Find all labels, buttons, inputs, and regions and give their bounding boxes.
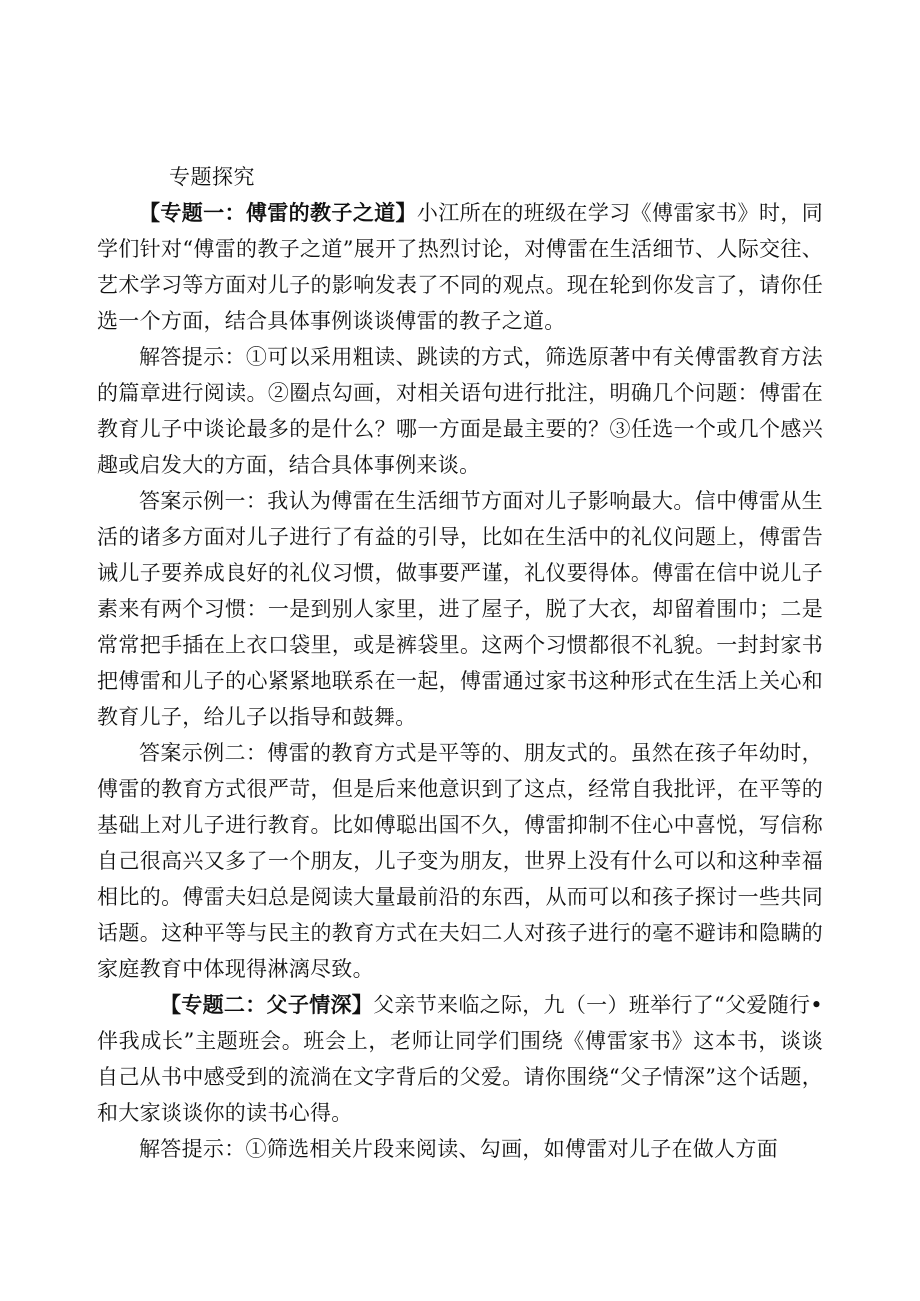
- topic1-paragraph: [97, 195, 823, 339]
- topic1-example-1: 答案示例一：我认为傅雷在生活细节方面对儿子影响最大。信中傅雷从生活的诸多方面对儿子进行了有益的引导，比如在生活中的礼仪问题上，傅雷告诫儿子要养成良好的礼仪习惯，做事要严谨，礼仪要得体。傅雷在信中说儿子素来有两个习惯：一是到别人家里，进了屋子，脱了大衣，却留着围巾；二是常常把手插在上衣口袋里，或是裤袋里。这两个习惯都很不礼貌。一封封家书把傅雷和儿子的心紧紧地联系在一起，傅雷通过家书这种形式在生活上关心和教育儿子，给儿子以指导和鼓舞。: [97, 489, 823, 729]
- section-heading: 专题探究: [169, 165, 255, 189]
- topic2-title: 【专题二：父子情深】: [160, 992, 374, 1017]
- topic2-paragraph: [97, 987, 823, 1131]
- topic2-hint: 解答提示：①筛选相关片段来阅读、勾画，如傅雷对儿子在做人方面: [139, 1137, 778, 1161]
- topic2-intro: 父亲节来临之际，九（一）班举行了“父爱随行•伴我成长”主题班会。班会上，老师让同学们围绕《傅雷家书》这本书，谈谈自己从书中感受到的流淌在文字背后的父爱。请你围绕“父子情深”这个话题，和大家谈谈你的读书心得。: [97, 993, 823, 1125]
- topic1-intro: 小江所在的班级在学习《傅雷家书》时，同学们针对“傅雷的教子之道”展开了热烈讨论，对傅雷在生活细节、人际交往、艺术学习等方面对儿子的影响发表了不同的观点。现在轮到你发言了，请你任选一个方面，结合具体事例谈谈傅雷的教子之道。: [97, 201, 823, 333]
- document-body: [97, 159, 823, 1167]
- topic1-title: 【专题一：傅雷的教子之道】: [139, 200, 417, 225]
- topic1-example-2: 答案示例二：傅雷的教育方式是平等的、朋友式的。虽然在孩子年幼时，傅雷的教育方式很严苛，但是后来他意识到了这点，经常自我批评，在平等的基础上对儿子进行教育。比如傅聪出国不久，傅雷抑制不住心中喜悦，写信称自己很高兴又多了一个朋友，儿子变为朋友，世界上没有什么可以和这种幸福相比的。傅雷夫妇总是阅读大量最前沿的东西，从而可以和孩子探讨一些共同话题。这种平等与民主的教育方式在夫妇二人对孩子进行的毫不避讳和隐瞒的家庭教育中体现得淋漓尽致。: [97, 741, 823, 981]
- topic1-hint: 解答提示：①可以采用粗读、跳读的方式，筛选原著中有关傅雷教育方法的篇章进行阅读。②圈点勾画，对相关语句进行批注，明确几个问题：傅雷在教育儿子中谈论最多的是什么？哪一方面是最主要的？③任选一个或几个感兴趣或启发大的方面，结合具体事例来谈。: [97, 345, 823, 477]
